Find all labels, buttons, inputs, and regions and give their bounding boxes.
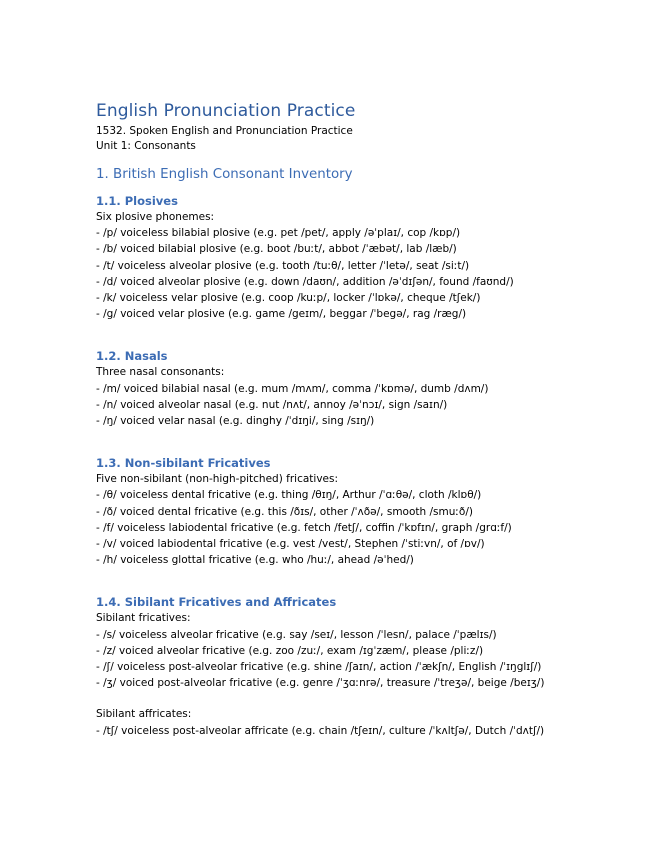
group-intro: Sibilant affricates: <box>96 708 192 721</box>
list-item: - /n/ voiced alveolar nasal (e.g. nut /nʌt/, annoy /əˈnɔɪ/, sign /saɪn/) <box>96 398 448 411</box>
group-intro: Six plosive phonemes: <box>96 211 215 223</box>
list-item: - /d/ voiced alveolar plosive (e.g. down /daʊn/, addition /əˈdɪʃən/, found /faʊnd/) <box>96 275 514 288</box>
list-item: - /ð/ voiced dental fricative (e.g. this /ðɪs/, other /ˈʌðə/, smooth /smuːð/) <box>96 505 473 518</box>
list-item: - /h/ voiceless glottal fricative (e.g. who /huː/, ahead /əˈhed/) <box>96 554 414 567</box>
group-intro: Five non-sibilant (non-high-pitched) fricatives: <box>96 473 338 486</box>
list-item: - /g/ voiced velar plosive (e.g. game /geɪm/, beggar /ˈbegə/, rag /ræg/) <box>96 308 467 321</box>
document-title: English Pronunciation Practice <box>96 101 356 121</box>
list-item: - /f/ voiceless labiodental fricative (e.g. fetch /fetʃ/, coffin /ˈkɒfɪn/, graph /grɑːf/) <box>96 521 512 534</box>
list-item: - /z/ voiced alveolar fricative (e.g. zoo /zuː/, exam /ɪgˈzæm/, please /pliːz/) <box>96 644 484 657</box>
list-item: - /θ/ voiceless dental fricative (e.g. thing /θɪŋ/, Arthur /ˈɑːθə/, cloth /klɒθ/) <box>96 489 482 502</box>
section-heading: 1.2. Nasals <box>96 349 168 364</box>
section-heading: 1.4. Sibilant Fricatives and Affricates <box>96 595 337 610</box>
course-line: 1532. Spoken English and Pronunciation Practice <box>96 125 353 137</box>
group-spacer <box>96 691 636 706</box>
list-item: - /s/ voiceless alveolar fricative (e.g. say /seɪ/, lesson /ˈlesn/, palace /ˈpælɪs/) <box>96 628 497 641</box>
chapter-heading: 1. British English Consonant Inventory <box>96 167 353 182</box>
section-heading: 1.1. Plosives <box>96 194 178 208</box>
list-item: - /k/ voiceless velar plosive (e.g. coop /kuːp/, locker /ˈlɒkə/, cheque /tʃek/) <box>96 292 481 305</box>
section-heading: 1.3. Non-sibilant Fricatives <box>96 456 271 471</box>
section-2 <box>96 349 636 429</box>
group-intro: Three nasal consonants: <box>96 366 225 379</box>
list-item: - /ŋ/ voiced velar nasal (e.g. dinghy /ˈdɪŋi/, sing /sɪŋ/) <box>96 415 375 428</box>
section-3 <box>96 456 636 568</box>
list-item: - /m/ voiced bilabial nasal (e.g. mum /mʌm/, comma /ˈkɒmə/, dumb /dʌm/) <box>96 382 489 395</box>
list-item: - /ʒ/ voiced post-alveolar fricative (e.g. genre /ˈʒɑːnrə/, treasure /ˈtreʒə/, beige /beɪʒ/) <box>96 677 545 690</box>
group-intro: Sibilant fricatives: <box>96 612 191 625</box>
section-1 <box>96 194 636 322</box>
list-item: - /tʃ/ voiceless post-alveolar affricate (e.g. chain /tʃeɪn/, culture /ˈkʌltʃə/, Dutch /ˈdʌtʃ/) <box>96 724 545 737</box>
list-item: - /v/ voiced labiodental fricative (e.g. vest /vest/, Stephen /ˈstiːvn/, of /ɒv/) <box>96 538 485 551</box>
section-4 <box>96 595 636 738</box>
list-item: - /ʃ/ voiceless post-alveolar fricative (e.g. shine /ʃaɪn/, action /ˈækʃn/, English /ˈɪŋglɪʃ/) <box>96 661 542 674</box>
document-page <box>96 100 636 766</box>
sections-container <box>96 194 636 739</box>
unit-line: Unit 1: Consonants <box>96 140 196 152</box>
list-item: - /p/ voiceless bilabial plosive (e.g. pet /pet/, apply /əˈplaɪ/, cop /kɒp/) <box>96 227 461 240</box>
list-item: - /b/ voiced bilabial plosive (e.g. boot /buːt/, abbot /ˈæbət/, lab /læb/) <box>96 243 457 256</box>
list-item: - /t/ voiceless alveolar plosive (e.g. tooth /tuːθ/, letter /ˈletə/, seat /siːt/) <box>96 259 470 272</box>
